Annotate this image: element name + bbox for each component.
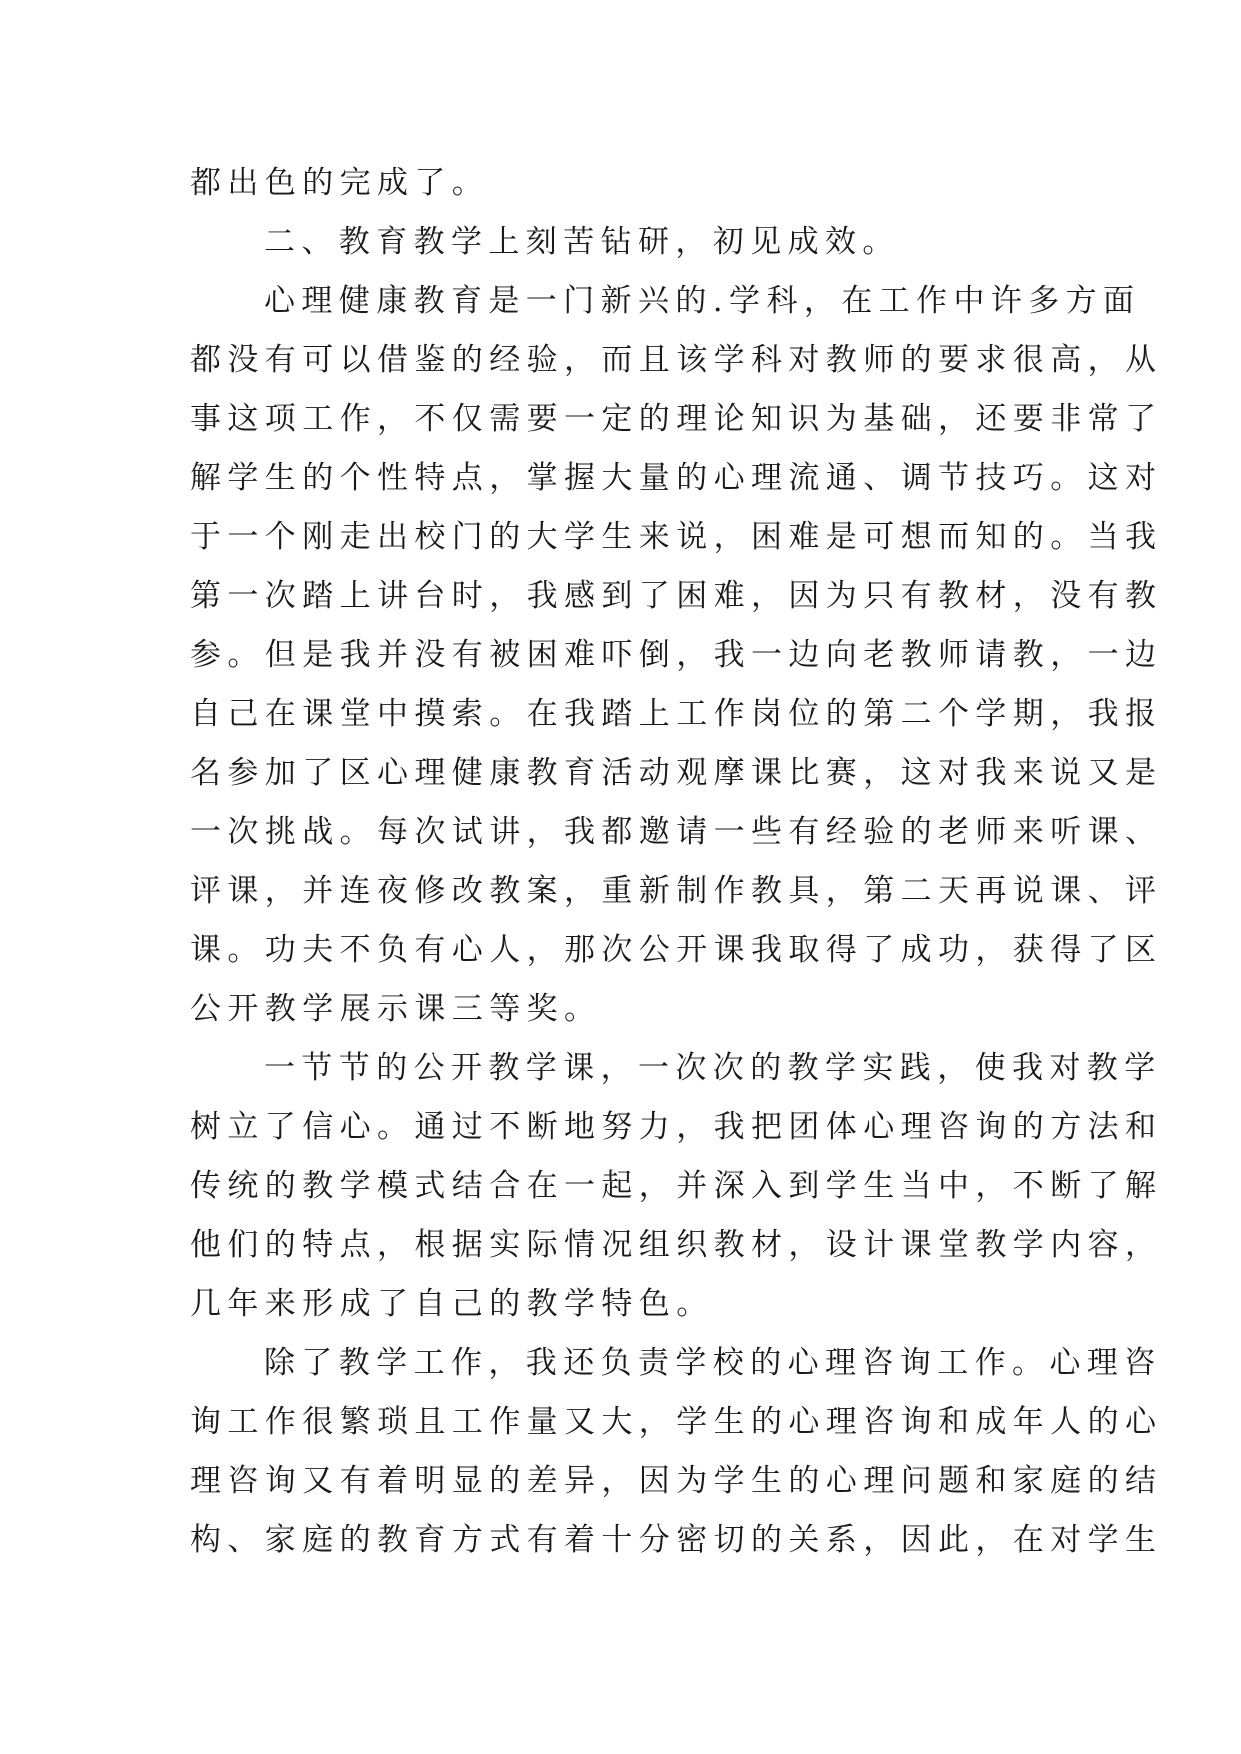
text-line: 第一次踏上讲台时，我感到了困难，因为只有教材，没有教	[190, 578, 1163, 614]
text-line: 自己在课堂中摸索。在我踏上工作岗位的第二个学期，我报	[190, 696, 1163, 732]
text-line: 都出色的完成了。	[190, 165, 490, 201]
text-line: 解学生的个性特点，掌握大量的心理流通、调节技巧。这对	[190, 460, 1163, 496]
text-line: 一节节的公开教学课，一次次的教学实践，使我对教学	[264, 1050, 1162, 1086]
text-line: 参。但是我并没有被困难吓倒，我一边向老教师请教，一边	[190, 637, 1163, 673]
text-line: 名参加了区心理健康教育活动观摩课比赛，这对我来说又是	[190, 755, 1163, 791]
text-line: 评课，并连夜修改教案，重新制作教具，第二天再说课、评	[190, 873, 1163, 909]
text-line: 几年来形成了自己的教学特色。	[190, 1286, 714, 1322]
text-line: 心理健康教育是一门新兴的.学科，在工作中许多方面	[264, 283, 1141, 319]
text-line: 一次挑战。每次试讲，我都邀请一些有经验的老师来听课、	[190, 814, 1163, 850]
document-body	[190, 154, 1163, 1570]
text-line: 于一个刚走出校门的大学生来说，困难是可想而知的。当我	[190, 519, 1163, 555]
text-line: 构、家庭的教育方式有着十分密切的关系，因此，在对学生	[190, 1522, 1163, 1558]
text-line: 他们的特点，根据实际情况组织教材，设计课堂教学内容，	[190, 1227, 1163, 1263]
text-line: 事这项工作，不仅需要一定的理论知识为基础，还要非常了	[190, 401, 1163, 437]
text-line: 树立了信心。通过不断地努力，我把团体心理咨询的方法和	[190, 1109, 1163, 1145]
text-line: 除了教学工作，我还负责学校的心理咨询工作。心理咨	[264, 1345, 1162, 1381]
text-line: 公开教学展示课三等奖。	[190, 991, 602, 1027]
section-heading: 二、教育教学上刻苦钻研，初见成效。	[264, 224, 900, 260]
text-line: 传统的教学模式结合在一起，并深入到学生当中，不断了解	[190, 1168, 1163, 1204]
text-line: 都没有可以借鉴的经验，而且该学科对教师的要求很高，从	[190, 342, 1163, 378]
text-line: 询工作很繁琐且工作量又大，学生的心理咨询和成年人的心	[190, 1404, 1163, 1440]
text-line: 课。功夫不负有心人，那次公开课我取得了成功，获得了区	[190, 932, 1163, 968]
text-line: 理咨询又有着明显的差异，因为学生的心理问题和家庭的结	[190, 1463, 1163, 1499]
